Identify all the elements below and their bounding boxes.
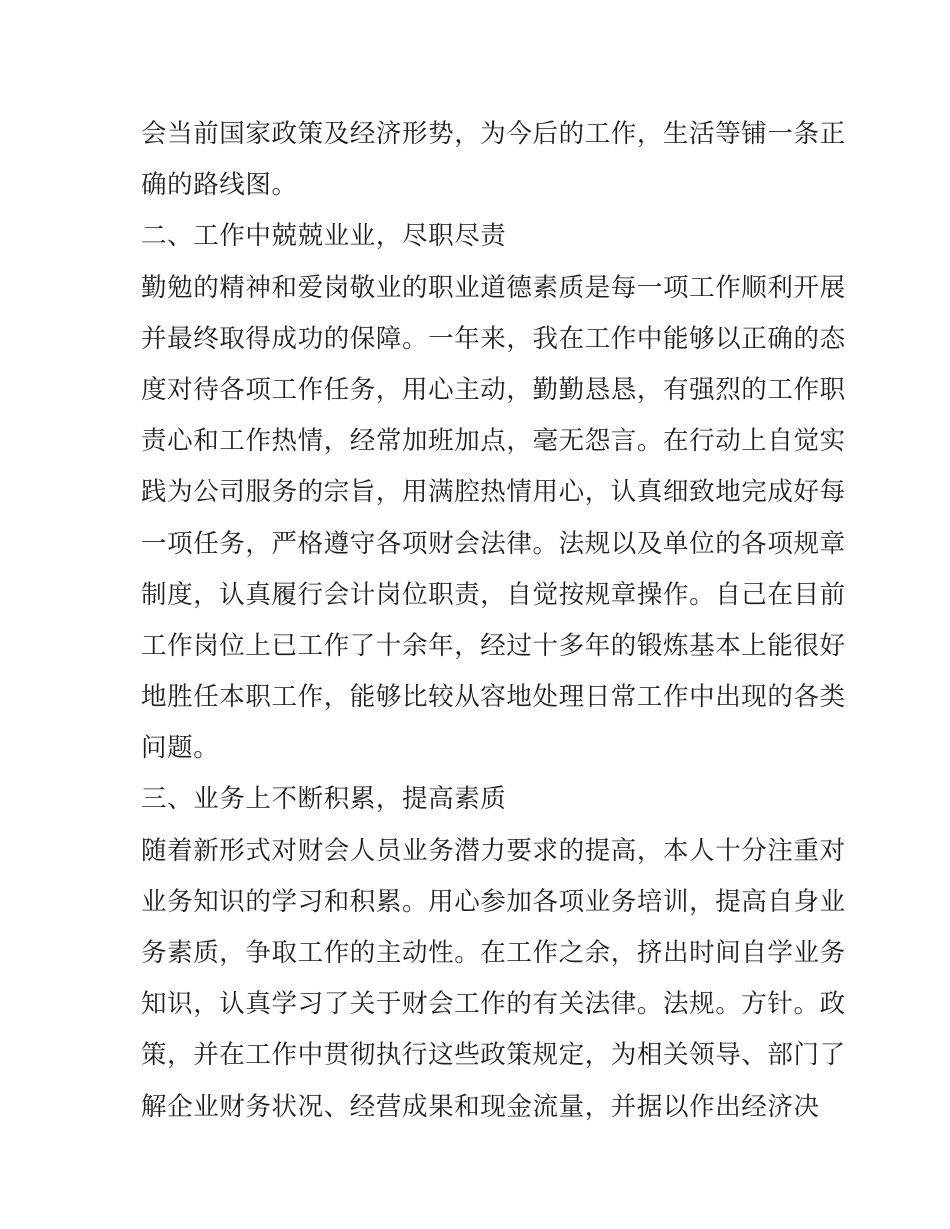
text-line: 度对待各项工作任务，用心主动，勤勤恳恳，有强烈的工作职	[141, 374, 846, 405]
text-line: 一项任务，严格遵守各项财会法律。法规以及单位的各项规章	[141, 528, 846, 559]
text-line: 知识，认真学习了关于财会工作的有关法律。法规。方针。政	[141, 989, 846, 1020]
text-line: 问题。	[141, 733, 220, 764]
text-line: 并最终取得成功的保障。一年来，我在工作中能够以正确的态	[141, 323, 846, 354]
text-line: 策，并在工作中贯彻执行这些政策规定，为相关领导、部门了	[141, 1040, 846, 1071]
text-line: 责心和工作热情，经常加班加点，毫无怨言。在行动上自觉实	[141, 426, 846, 457]
text-line: 解企业财务状况、经营成果和现金流量，并据以作出经济决	[141, 1091, 820, 1122]
text-line: 会当前国家政策及经济形势，为今后的工作，生活等铺一条正	[141, 119, 846, 149]
section-heading: 三、业务上不断积累，提高素质	[141, 784, 507, 815]
text-line: 制度，认真履行会计岗位职责，自觉按规章操作。自己在目前	[141, 579, 846, 610]
text-line: 务素质，争取工作的主动性。在工作之余，挤出时间自学业务	[141, 938, 846, 968]
text-line: 随着新形式对财会人员业务潜力要求的提高，本人十分注重对	[141, 835, 846, 866]
text-line: 确的路线图。	[141, 170, 298, 201]
text-line: 地胜任本职工作，能够比较从容地处理日常工作中出现的各类	[141, 682, 846, 713]
text-line: 工作岗位上已工作了十余年，经过十多年的锻炼基本上能很好	[141, 630, 846, 661]
document-body	[141, 109, 846, 1133]
section-heading: 二、工作中兢兢业业，尽职尽责	[141, 221, 507, 252]
text-line: 践为公司服务的宗旨，用满腔热情用心，认真细致地完成好每	[141, 477, 846, 508]
text-line: 业务知识的学习和积累。用心参加各项业务培训，提高自身业	[141, 886, 846, 917]
text-line: 勤勉的精神和爱岗敬业的职业道德素质是每一项工作顺利开展	[141, 272, 846, 303]
